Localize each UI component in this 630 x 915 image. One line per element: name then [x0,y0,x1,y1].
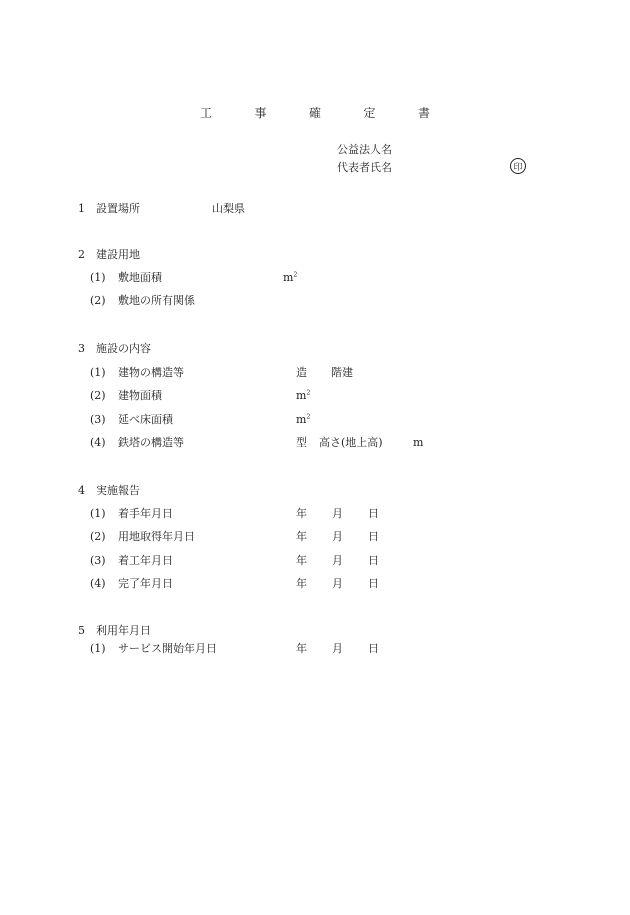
title-char: 確 [308,106,321,120]
item-number: (1) [90,271,106,284]
item-number: (1) [90,507,106,520]
item-number: (1) [90,366,106,379]
title-char: 定 [363,106,376,120]
date-year: 年 [296,507,307,520]
item-label: 着工年月日 [118,554,173,567]
item-number: (3) [90,554,106,567]
section-heading-location: 設置場所 [96,202,140,215]
item-label: 鉄塔の構造等 [118,436,184,449]
section-heading-land: 建設用地 [96,248,140,261]
item-number: (2) [90,294,106,307]
date-month: 月 [332,577,343,590]
seal-icon: 印 [510,158,526,174]
structure-unit: 造 [296,366,307,379]
title-char: 事 [254,106,267,120]
item-label: 延べ床面積 [118,413,173,426]
date-day: 日 [368,530,379,543]
corp-name-label: 公益法人名 [337,143,392,156]
unit-square-meter: $m^2$ [296,413,311,426]
unit-meter: m [413,436,424,449]
date-month: 月 [332,530,343,543]
item-label: 着手年月日 [118,507,173,520]
unit-square-meter: $m^2$ [283,271,298,284]
unit-square-meter: $m^2$ [296,389,311,402]
item-label: 完了年月日 [118,577,173,590]
date-day: 日 [368,507,379,520]
date-day: 日 [368,577,379,590]
item-label: 建物の構造等 [118,366,184,379]
representative-name-label: 代表者氏名 [337,161,392,174]
date-day: 日 [368,642,379,655]
location-value: 山梨県 [212,202,245,215]
item-label: 敷地面積 [118,271,162,284]
section-number: 4 [78,484,85,497]
floors-unit: 階建 [331,366,353,379]
item-number: (4) [90,577,106,590]
item-label: 敷地の所有関係 [118,294,195,307]
item-number: (3) [90,413,106,426]
section-number: 5 [78,624,85,637]
item-number: (4) [90,436,106,449]
date-year: 年 [296,554,307,567]
section-heading-report: 実施報告 [96,484,140,497]
title-char: 書 [417,106,430,120]
date-year: 年 [296,530,307,543]
section-number: 2 [78,248,85,261]
item-number: (2) [90,530,106,543]
date-month: 月 [332,642,343,655]
date-year: 年 [296,577,307,590]
section-number: 1 [78,202,85,215]
date-month: 月 [332,507,343,520]
document-title [200,104,430,121]
date-year: 年 [296,642,307,655]
item-label: 用地取得年月日 [118,530,195,543]
tower-height-label: 高さ(地上高) [319,436,383,449]
date-month: 月 [332,554,343,567]
item-number: (1) [90,642,106,655]
item-label: サービス開始年月日 [118,642,217,655]
section-number: 3 [78,342,85,355]
title-char: 工 [200,106,213,120]
tower-type-unit: 型 [296,436,307,449]
section-heading-usage-date: 利用年月日 [96,624,151,637]
item-number: (2) [90,389,106,402]
item-label: 建物面積 [118,389,162,402]
date-day: 日 [368,554,379,567]
section-heading-facility: 施設の内容 [96,342,151,355]
